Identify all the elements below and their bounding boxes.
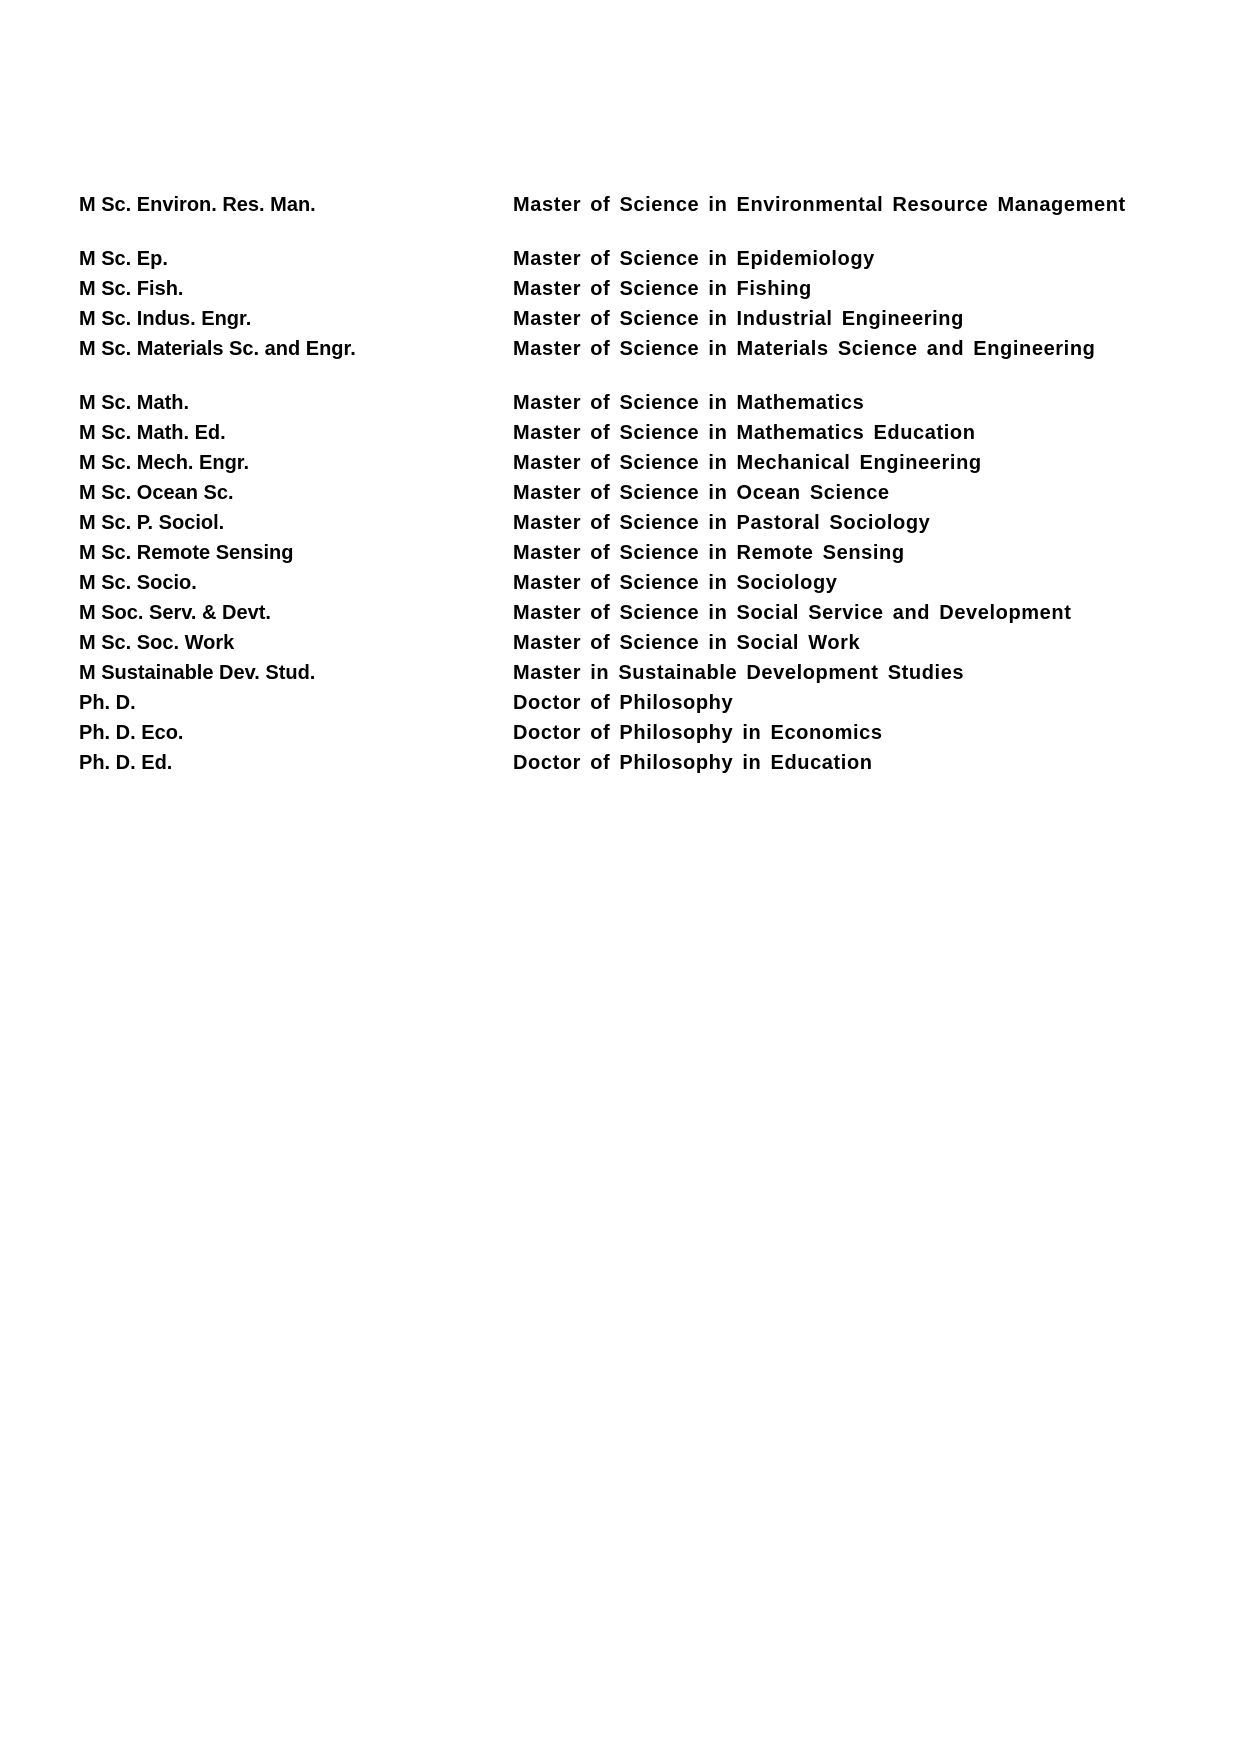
list-item <box>79 601 1159 631</box>
meaning: Doctor of Philosophy <box>513 692 734 714</box>
list-item <box>79 193 1159 247</box>
list-item <box>79 631 1159 661</box>
list-item <box>79 661 1159 691</box>
abbreviation: M Sc. Mech. Engr. <box>79 452 250 474</box>
abbreviation: M Sc. Ep. <box>79 248 168 270</box>
meaning: Master of Science in Remote Sensing <box>513 542 905 564</box>
meaning: Master in Sustainable Development Studies <box>513 662 965 684</box>
abbreviation: M Sc. Math. Ed. <box>79 422 226 444</box>
meaning: Master of Science in Sociology <box>513 572 838 594</box>
abbreviation: M Sc. Soc. Work <box>79 632 235 654</box>
abbreviation: Ph. D. Ed. <box>79 752 173 774</box>
abbreviation: M Sc. P. Sociol. <box>79 512 225 534</box>
meaning: Doctor of Philosophy in Education <box>513 752 873 774</box>
abbreviation: Ph. D. Eco. <box>79 722 184 744</box>
list-item <box>79 481 1159 511</box>
meaning: Master of Science in Pastoral Sociology <box>513 512 931 534</box>
abbreviation: M Sc. Indus. Engr. <box>79 308 252 330</box>
abbreviation: M Soc. Serv. & Devt. <box>79 602 271 624</box>
list-item <box>79 247 1159 277</box>
meaning: Master of Science in Materials Science and Engineering <box>513 338 1096 360</box>
list-item <box>79 451 1159 481</box>
meaning: Master of Science in Mathematics Education <box>513 422 976 444</box>
meaning: Master of Science in Social Service and Development <box>513 602 1072 624</box>
meaning: Master of Science in Social Work <box>513 632 861 654</box>
abbreviation: M Sc. Remote Sensing <box>79 542 294 564</box>
abbreviation: M Sc. Socio. <box>79 572 197 594</box>
meaning: Master of Science in Industrial Engineering <box>513 308 964 330</box>
list-item <box>79 511 1159 541</box>
abbreviation: M Sc. Math. <box>79 392 190 414</box>
meaning: Master of Science in Epidemiology <box>513 248 875 270</box>
list-item <box>79 691 1159 721</box>
meaning: Master of Science in Fishing <box>513 278 812 300</box>
meaning: Master of Science in Environmental Resource Management <box>513 194 1126 216</box>
list-item <box>79 721 1159 751</box>
meaning: Master of Science in Ocean Science <box>513 482 890 504</box>
abbreviation: Ph. D. <box>79 692 136 714</box>
abbreviation: M Sc. Environ. Res. Man. <box>79 194 316 216</box>
meaning: Master of Science in Mechanical Engineering <box>513 452 982 474</box>
list-item <box>79 421 1159 451</box>
list-item <box>79 337 1159 391</box>
abbreviation: M Sc. Materials Sc. and Engr. <box>79 338 356 360</box>
list-item <box>79 751 1159 781</box>
abbreviation-list <box>79 193 1159 781</box>
meaning: Master of Science in Mathematics <box>513 392 865 414</box>
list-item <box>79 391 1159 421</box>
meaning: Doctor of Philosophy in Economics <box>513 722 883 744</box>
abbreviation: M Sc. Ocean Sc. <box>79 482 234 504</box>
list-item <box>79 307 1159 337</box>
list-item <box>79 541 1159 571</box>
list-item <box>79 571 1159 601</box>
list-item <box>79 277 1159 307</box>
abbreviation: M Sustainable Dev. Stud. <box>79 662 316 684</box>
abbreviation: M Sc. Fish. <box>79 278 184 300</box>
